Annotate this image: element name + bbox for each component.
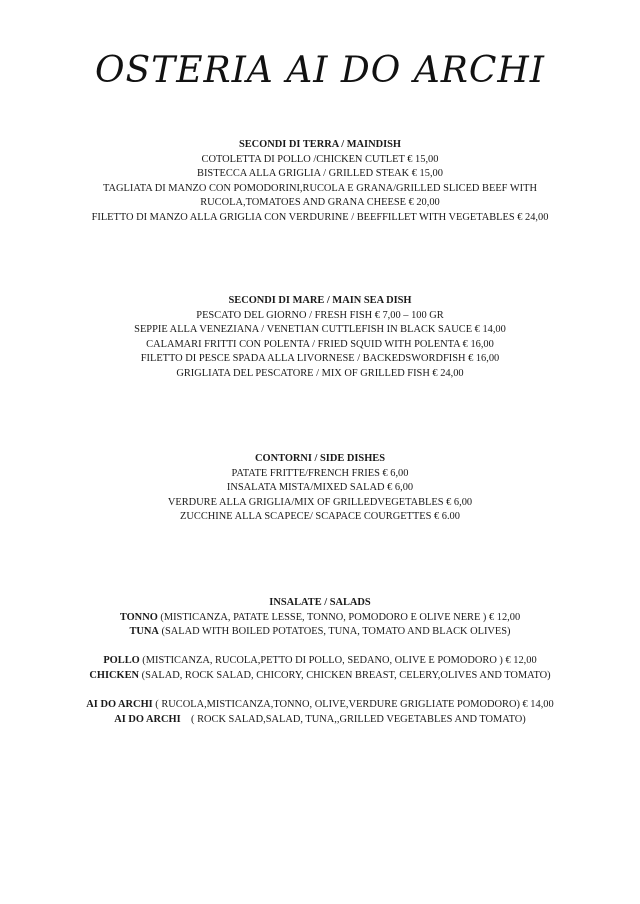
item-name: CHICKEN [89, 669, 140, 681]
menu-item: VERDURE ALLA GRIGLIA/MIX OF GRILLEDVEGETABLES € 6,00 [167, 496, 473, 508]
item-name: TUNA [129, 626, 159, 638]
section-heading: INSALATE / SALADS [269, 597, 371, 608]
menu-item: INSALATA MISTA/MIXED SALAD € 6,00 [226, 482, 414, 494]
section-heading: SECONDI DI MARE / MAIN SEA DISH [228, 295, 412, 306]
spacer [0, 684, 640, 699]
section-secondi-terra [0, 138, 640, 226]
section-heading: CONTORNI / SIDE DISHES [254, 453, 386, 464]
salad-item-pollo [0, 654, 640, 669]
menu-item: FILETTO DI MANZO ALLA GRIGLIA CON VERDURINE / BEEFFILLET WITH VEGETABLES € 24,00 [91, 211, 549, 223]
item-description: (SALAD WITH BOILED POTATOES, TUNA, TOMATO AND BLACK OLIVES) [158, 626, 511, 638]
section-secondi-mare [0, 294, 640, 382]
restaurant-title: OSTERIA AI DO ARCHI [95, 50, 545, 91]
salad-item-ai-do-archi-en [0, 713, 640, 728]
menu-item: TAGLIATA DI MANZO CON POMODORINI,RUCOLA E GRANA/GRILLED SLICED BEEF WITH [103, 182, 537, 194]
spacer [0, 640, 640, 655]
menu-item: COTOLETTA DI POLLO /CHICKEN CUTLET € 15,00 [201, 153, 439, 165]
item-description: ( ROCK SALAD,SALAD, TUNA,,GRILLED VEGETABLES AND TOMATO) [180, 713, 526, 725]
menu-item: BISTECCA ALLA GRIGLIA / GRILLED STEAK € 15,00 [197, 168, 443, 180]
salad-item-tonno [0, 611, 640, 626]
item-name: TONNO [119, 611, 158, 623]
salad-item-chicken [0, 669, 640, 684]
menu-item: PATATE FRITTE/FRENCH FRIES € 6,00 [231, 467, 409, 479]
salad-item-ai-do-archi-it [0, 698, 640, 713]
menu-item: PESCATO DEL GIORNO / FRESH FISH € 7,00 – 100 GR [196, 309, 444, 321]
item-name: POLLO [103, 655, 140, 667]
item-name: AI DO ARCHI [86, 699, 153, 711]
menu-item: RUCOLA,TOMATOES AND GRANA CHEESE € 20,00 [200, 197, 440, 209]
menu-item: ZUCCHINE ALLA SCAPECE/ SCAPACE COURGETTES € 6.00 [180, 511, 460, 523]
menu-item: GRIGLIATA DEL PESCATORE / MIX OF GRILLED FISH € 24,00 [176, 367, 464, 379]
item-name: AI DO ARCHI [114, 713, 181, 725]
item-description: (MISTICANZA, RUCOLA,PETTO DI POLLO, SEDANO, OLIVE E POMODORO ) € 12,00 [139, 655, 537, 667]
menu-item: CALAMARI FRITTI CON POLENTA / FRIED SQUID WITH POLENTA € 16,00 [146, 338, 494, 350]
salad-item-tuna [0, 625, 640, 640]
item-description: (SALAD, ROCK SALAD, CHICORY, CHICKEN BREAST, CELERY,OLIVES AND TOMATO) [139, 669, 551, 681]
section-heading: SECONDI DI TERRA / MAINDISH [238, 139, 402, 150]
item-description: (MISTICANZA, PATATE LESSE, TONNO, POMODORO E OLIVE NERE ) € 12,00 [157, 611, 521, 623]
menu-item: FILETTO DI PESCE SPADA ALLA LIVORNESE / BACKEDSWORDFISH € 16,00 [140, 353, 500, 365]
section-contorni [0, 452, 640, 525]
section-insalate [0, 596, 640, 727]
menu-item: SEPPIE ALLA VENEZIANA / VENETIAN CUTTLEFISH IN BLACK SAUCE € 14,00 [134, 324, 506, 336]
item-description: ( RUCOLA,MISTICANZA,TONNO, OLIVE,VERDURE GRIGLIATE POMODORO) € 14,00 [152, 699, 554, 711]
